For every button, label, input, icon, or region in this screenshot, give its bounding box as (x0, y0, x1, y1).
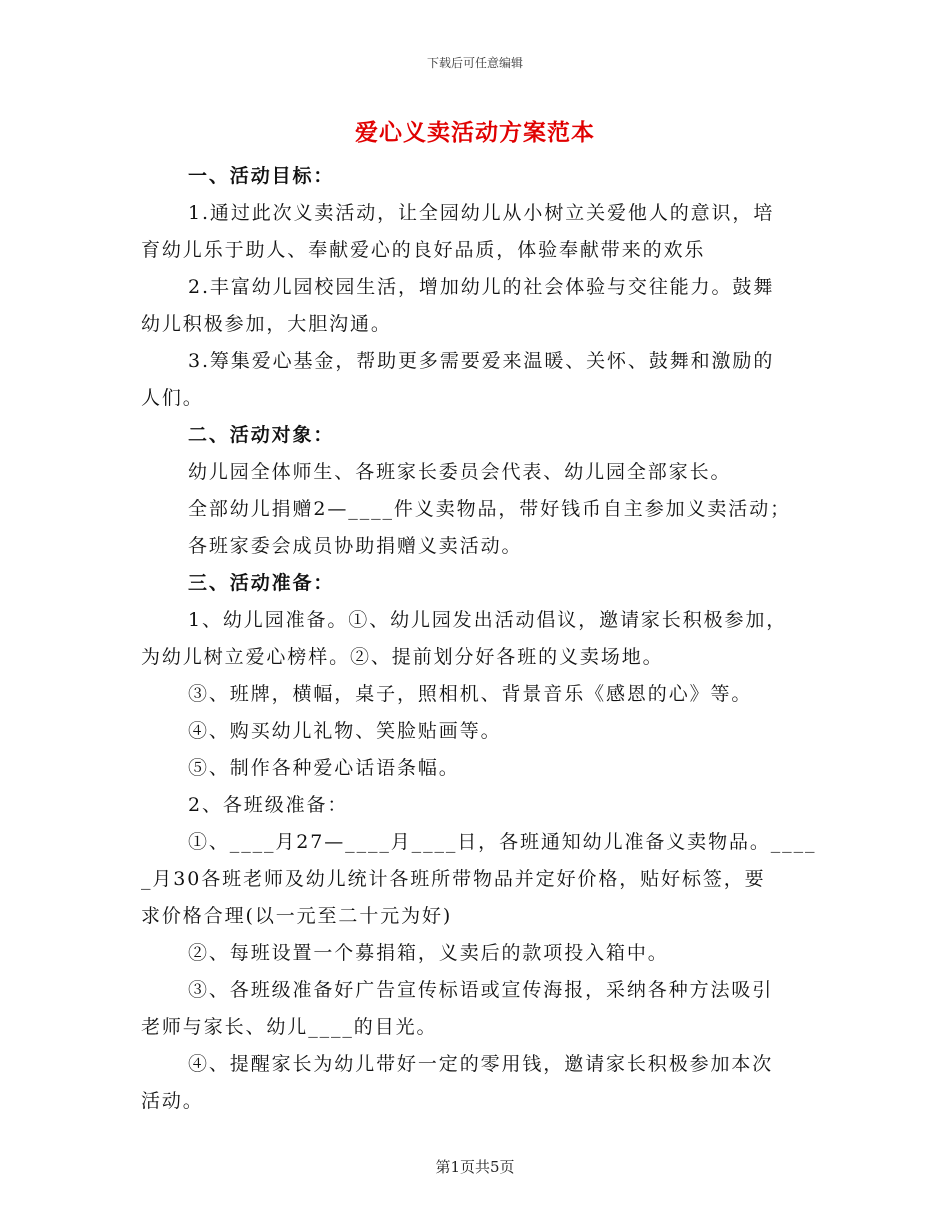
paragraph-line: ⑤、制作各种爱心话语条幅。 (188, 757, 460, 779)
header-note: 下载后可任意编辑 (426, 56, 523, 70)
page-footer: 第1页共5页 (435, 1158, 515, 1176)
paragraph-line: 幼儿积极参加，大胆沟通。 (141, 313, 392, 335)
paragraph-line: ④、购买幼儿礼物、笑脸贴画等。 (188, 720, 502, 742)
paragraph-line: 老师与家长、幼儿____的目光。 (141, 1016, 438, 1038)
paragraph-line: 人们。 (141, 387, 204, 409)
paragraph-line: 为幼儿树立爱心榜样。②、提前划分好各班的义卖场地。 (141, 646, 664, 668)
paragraph-line: 育幼儿乐于助人、奉献爱心的良好品质，体验奉献带来的欢乐 (141, 239, 706, 261)
paragraph-line: 活动。 (141, 1090, 204, 1112)
document-body (141, 158, 817, 1120)
paragraph-line: 3.筹集爱心基金，帮助更多需要爱来温暖、关怀、鼓舞和激励的 (188, 350, 775, 372)
paragraph-line: ③、各班级准备好广告宣传标语或宣传海报，采纳各种方法吸引 (188, 979, 774, 1001)
paragraph-line: ③、班牌，横幅，桌子，照相机、背景音乐《感恩的心》等。 (188, 683, 753, 705)
document-title: 爱心义卖活动方案范本 (355, 119, 595, 146)
paragraph-line: 2.丰富幼儿园校园生活，增加幼儿的社会体验与交往能力。鼓舞 (188, 276, 775, 298)
section-heading: 一、活动目标： (188, 165, 335, 187)
paragraph-line: ①、____月27—____月____日，各班通知幼儿准备义卖物品。____ (188, 831, 817, 853)
paragraph-line: 1、幼儿园准备。①、幼儿园发出活动倡议，邀请家长积极参加， (188, 609, 788, 631)
paragraph-line: 2、各班级准备： (188, 794, 349, 816)
paragraph-line: 各班家委会成员协助捐赠义卖活动。 (188, 535, 523, 557)
paragraph-line: 幼儿园全体师生、各班家长委员会代表、幼儿园全部家长。 (188, 461, 732, 483)
section-heading: 三、活动准备： (188, 572, 335, 594)
paragraph-line: ②、每班设置一个募捐箱，义卖后的款项投入箱中。 (188, 942, 669, 964)
paragraph-line: ④、提醒家长为幼儿带好一定的零用钱，邀请家长积极参加本次 (188, 1053, 774, 1075)
paragraph-line: 求价格合理(以一元至二十元为好) (141, 905, 453, 927)
paragraph-line: _月30各班老师及幼儿统计各班所带物品并定好价格，贴好标签，要 (141, 868, 766, 890)
paragraph-line: 1.通过此次义卖活动，让全园幼儿从小树立关爱他人的意识，培 (188, 202, 775, 224)
paragraph-line: 全部幼儿捐赠2—____件义卖物品，带好钱币自主参加义卖活动； (188, 498, 791, 520)
section-heading: 二、活动对象： (188, 424, 335, 446)
